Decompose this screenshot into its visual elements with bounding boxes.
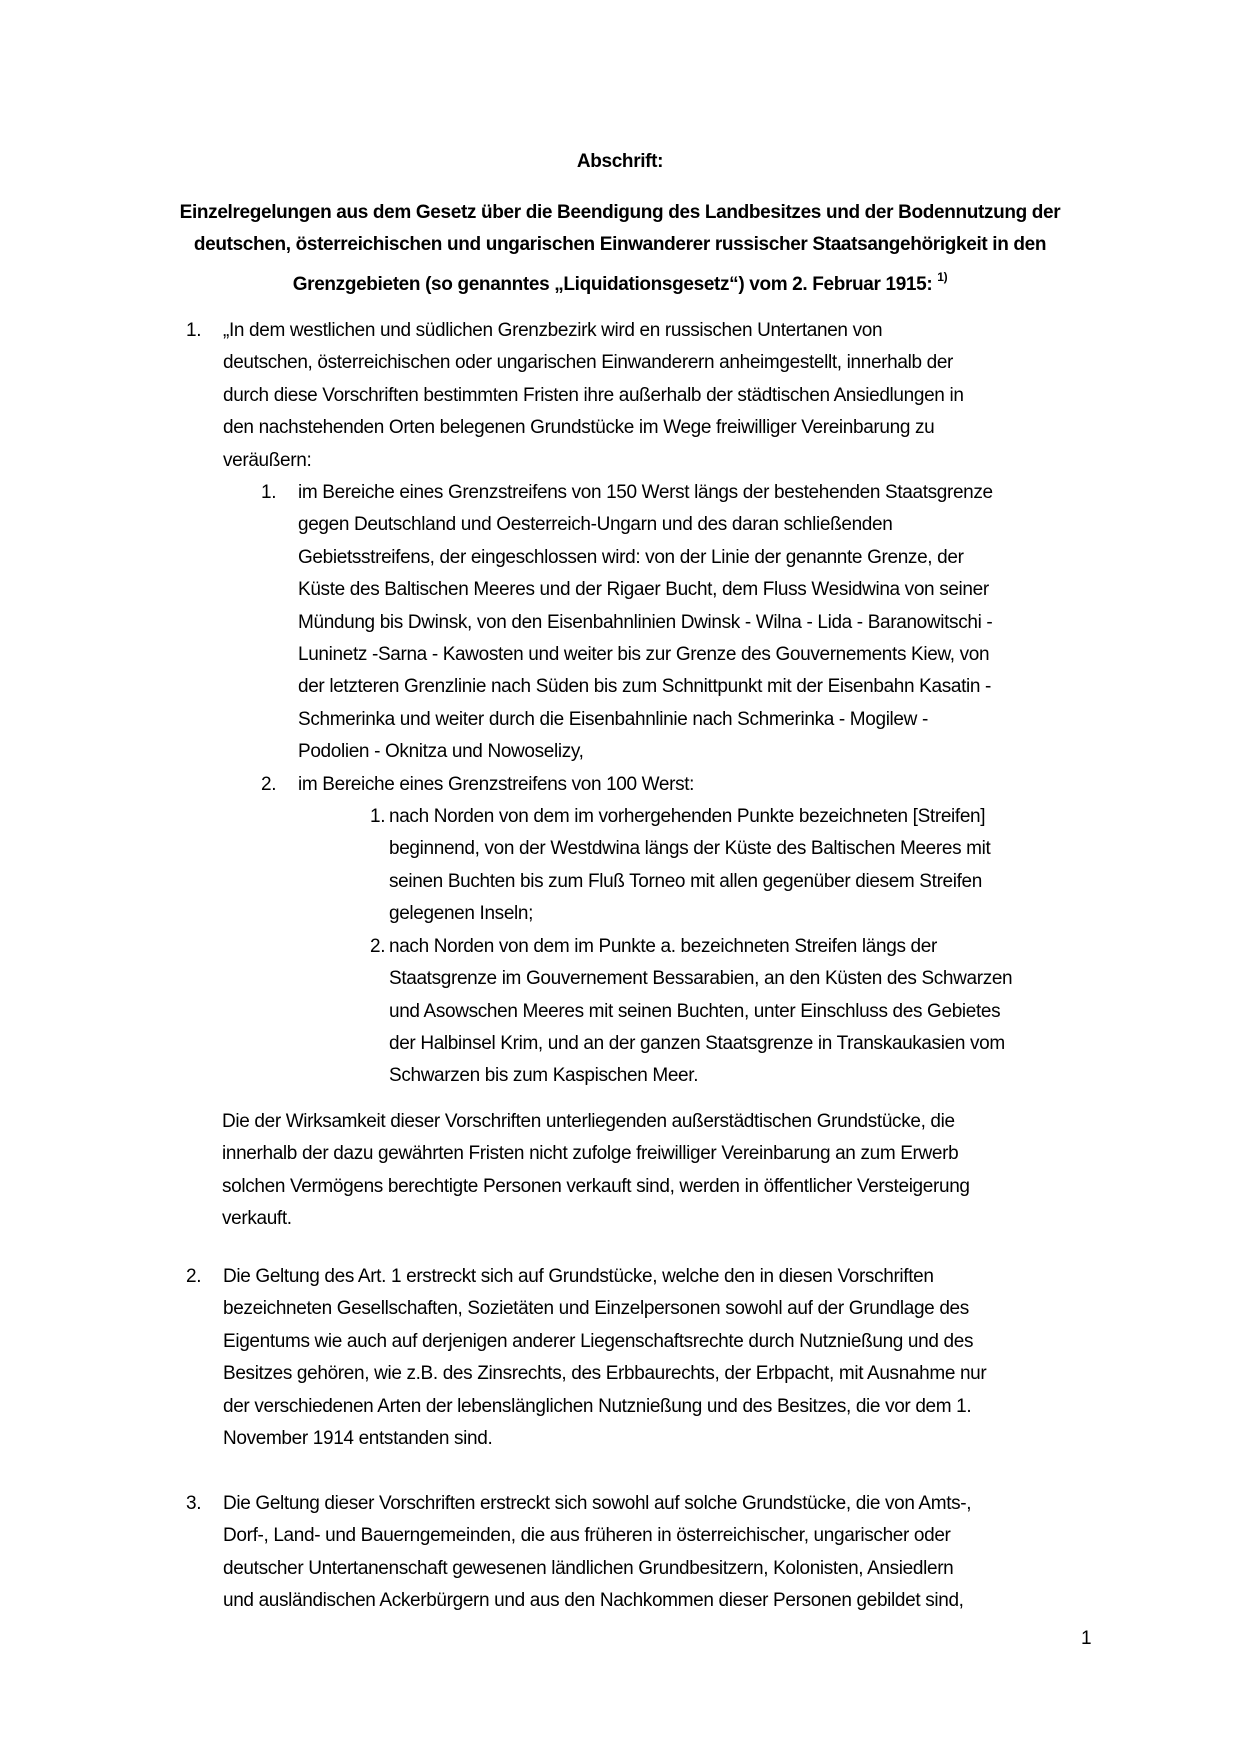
list-text-line: deutschen, österreichischen oder ungarischen Einwanderern anheimgestellt, innerhalb der [223,352,954,373]
footnote-marker: 1) [937,270,948,284]
paragraph-line: verkauft. [222,1208,292,1229]
heading-line: deutschen, österreichischen und ungarischen Einwanderer russischer Staatsangehörigkeit in den [193,234,1047,255]
list-number: 3. [186,1493,202,1514]
subsublist-number: 1. [370,806,386,827]
sublist-text-line: gegen Deutschland und Oesterreich-Ungarn und des daran schließenden [298,514,893,535]
list-text-line: „In dem westlichen und südlichen Grenzbezirk wird en russischen Untertanen von [223,320,883,341]
sublist-text-line: Schmerinka und weiter durch die Eisenbahnlinie nach Schmerinka - Mogilew - [298,709,928,730]
list-text-line: Eigentums wie auch auf derjenigen anderer Liegenschaftsrechte durch Nutznießung und des [223,1331,974,1352]
list-text-line: und ausländischen Ackerbürgern und aus den Nachkommen dieser Personen gebildet sind, [223,1590,964,1611]
subsublist-text-line: Schwarzen bis zum Kaspischen Meer. [389,1065,699,1086]
sublist-number: 1. [261,482,277,503]
list-text-line: November 1914 entstanden sind. [223,1428,493,1449]
list-text-line: Dorf-, Land- und Bauerngemeinden, die aus früheren in österreichischer, ungarischer oder [223,1525,951,1546]
sublist-text-line: Mündung bis Dwinsk, von den Eisenbahnlinien Dwinsk - Wilna - Lida - Baranowitschi - [298,612,993,633]
sublist-text-line: Küste des Baltischen Meeres und der Rigaer Bucht, dem Fluss Wesidwina von seiner [298,579,989,600]
list-text-line: Die Geltung dieser Vorschriften erstreckt sich sowohl auf solche Grundstücke, die von Amts-, [223,1493,972,1514]
document-title: Abschrift: [576,151,664,172]
sublist-text-line: Podolien - Oknitza und Nowoselizy, [298,741,584,762]
subsublist-text-line: und Asowschen Meeres mit seinen Buchten, unter Einschluss des Gebietes [389,1001,1001,1022]
subsublist-text-line: gelegenen Inseln; [389,903,534,924]
page-number: 1 [1081,1628,1092,1649]
paragraph-line: solchen Vermögens berechtigte Personen verkauft sind, werden in öffentlicher Versteigerung [222,1176,970,1197]
heading-line: Einzelregelungen aus dem Gesetz über die Beendigung des Landbesitzes und der Bodennutzung der [179,202,1061,223]
sublist-text-line: Luninetz -Sarna - Kawosten und weiter bis zur Grenze des Gouvernements Kiew, von [298,644,990,665]
list-text-line: Die Geltung des Art. 1 erstreckt sich auf Grundstücke, welche den in diesen Vorschriften [223,1266,934,1287]
subsublist-text-line: nach Norden von dem im Punkte a. bezeichneten Streifen längs der [389,936,937,957]
list-text-line: der verschiedenen Arten der lebenslänglichen Nutznießung und des Besitzes, die vor dem 1. [223,1396,972,1417]
heading-line-text: Grenzgebieten (so genanntes „Liquidationsgesetz“) vom 2. Februar 1915: [292,274,933,295]
sublist-text-line: der letzteren Grenzlinie nach Süden bis zum Schnittpunkt mit der Eisenbahn Kasatin - [298,676,991,697]
heading-line-last [0,265,1240,297]
sublist-text-line: Gebietsstreifens, der eingeschlossen wird: von der Linie der genannte Grenze, der [298,547,964,568]
list-text-line: durch diese Vorschriften bestimmten Fristen ihre außerhalb der städtischen Ansiedlungen in [223,385,964,406]
subsublist-number: 2. [370,936,386,957]
list-text-line: bezeichneten Gesellschaften, Sozietäten und Einzelpersonen sowohl auf der Grundlage des [223,1298,969,1319]
subsublist-text-line: Staatsgrenze im Gouvernement Bessarabien, an den Küsten des Schwarzen [389,968,1013,989]
list-text-line: Besitzes gehören, wie z.B. des Zinsrechts, des Erbbaurechts, der Erbpacht, mit Ausnahme nur [223,1363,987,1384]
subsublist-text-line: nach Norden von dem im vorhergehenden Punkte bezeichneten [Streifen] [389,806,986,827]
subsublist-text-line: seinen Buchten bis zum Fluß Torneo mit allen gegenüber diesem Streifen [389,871,982,892]
list-text-line: den nachstehenden Orten belegenen Grundstücke im Wege freiwilliger Vereinbarung zu [223,417,935,438]
sublist-text-line: im Bereiche eines Grenzstreifens von 150 Werst längs der bestehenden Staatsgrenze [298,482,993,503]
paragraph-line: innerhalb der dazu gewährten Fristen nicht zufolge freiwilliger Vereinbarung an zum Erwerb [222,1143,959,1164]
sublist-text-line: im Bereiche eines Grenzstreifens von 100 Werst: [298,774,695,795]
subsublist-text-line: der Halbinsel Krim, und an der ganzen Staatsgrenze in Transkaukasien vom [389,1033,1005,1054]
list-text-line: veräußern: [223,450,312,471]
subsublist-text-line: beginnend, von der Westdwina längs der Küste des Baltischen Meeres mit [389,838,991,859]
list-number: 2. [186,1266,202,1287]
paragraph-line: Die der Wirksamkeit dieser Vorschriften unterliegenden außerstädtischen Grundstücke, die [222,1111,955,1132]
sublist-number: 2. [261,774,277,795]
list-text-line: deutscher Untertanenschaft gewesenen ländlichen Grundbesitzern, Kolonisten, Ansiedlern [223,1558,954,1579]
list-number: 1. [186,320,202,341]
